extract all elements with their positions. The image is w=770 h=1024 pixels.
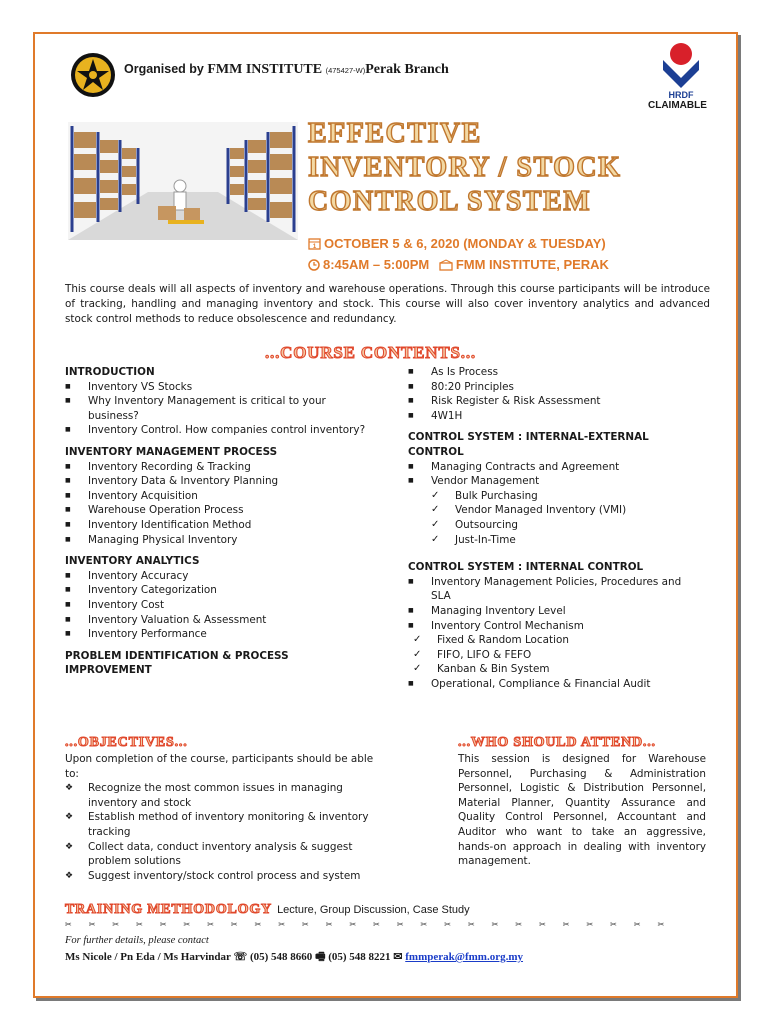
list-item: ■ Inventory Accuracy: [65, 569, 375, 584]
ie-control-list: [408, 460, 708, 548]
list-item: ■ Warehouse Operation Process: [65, 503, 375, 518]
list-item: ■ Inventory Performance: [65, 627, 375, 642]
list-item: ■ Risk Register & Risk Assessment: [408, 394, 708, 409]
svg-text:HRDF: HRDF: [668, 90, 694, 100]
training-heading: TRAINING METHODOLOGY: [65, 902, 272, 917]
list-item: ❖ Suggest inventory/stock control process and system: [65, 869, 390, 884]
cut-line: ✂✂✂✂✂✂✂✂✂✂✂✂✂✂✂✂✂✂✂✂✂✂✂✂✂✂: [65, 920, 682, 929]
fmm-logo: [70, 52, 116, 98]
imp-list: [65, 460, 375, 548]
training-methodology: [65, 898, 470, 918]
who-should-attend-text: This session is designed for Warehouse Personnel, Purchasing & Administration Personnel, Logistic & Distribution Personnel, Material Planner, Quantity Assurance and Quality Control Personnel, Accountant and Auditor who want to take an aggressive, hands-on approach in dealing with inventory management.: [458, 753, 706, 868]
list-item: ✓ Just-In-Time: [431, 533, 708, 548]
list-item: ✓ Vendor Managed Inventory (VMI): [431, 503, 708, 518]
list-item: ■ Operational, Compliance & Financial Audit: [408, 677, 708, 692]
list-item: ❖ Recognize the most common issues in managing inventory and stock: [65, 781, 390, 810]
list-item: ■ Inventory Control. How companies control inventory?: [65, 423, 375, 438]
list-item: ■ Vendor Management ✓ Bulk Purchasing ✓ Vendor Managed Inventory (VMI) ✓ Outsourcing ✓ Just-In-Time: [408, 474, 708, 547]
introduction-heading: INTRODUCTION: [65, 366, 155, 378]
calendar-icon: [308, 237, 321, 250]
mechanism-sublist: [413, 633, 708, 677]
process-list: [408, 365, 708, 423]
list-item: ❖ Collect data, conduct inventory analysis & suggest problem solutions: [65, 840, 390, 869]
list-item: ■ 80:20 Principles: [408, 380, 708, 395]
list-item: ■ Inventory Identification Method: [65, 518, 375, 533]
event-date: 1 OCTOBER 5 & 6, 2020 (MONDAY & TUESDAY): [308, 236, 688, 251]
title-line-2: INVENTORY / STOCK: [308, 152, 622, 183]
list-item: ■ Inventory Management Policies, Procedures and SLA: [408, 575, 688, 604]
course-description: This course deals will all aspects of inventory and warehouse operations. Through this course participants will be introduce of tracking, handling and managing inventory and stock. This course will also cover inventory analytics and advanced stock control methods to reduce obsolescence and redundancy.: [65, 283, 710, 325]
list-item: ■ Managing Physical Inventory: [65, 533, 375, 548]
objectives-section: [65, 752, 390, 883]
contents-right-column: [408, 365, 708, 691]
title-line-3: CONTROL SYSTEM: [308, 186, 592, 217]
list-item: ✓ Kanban & Bin System: [413, 662, 708, 677]
fax-icon: 🖷: [315, 951, 326, 963]
list-item: ✓ Outsourcing: [431, 518, 708, 533]
further-details: For further details, please contact: [65, 935, 209, 946]
internal-control-heading: CONTROL SYSTEM : INTERNAL CONTROL: [408, 561, 644, 574]
email-link[interactable]: fmmperak@fmm.org.my: [405, 951, 524, 963]
list-item: ■ Inventory Categorization: [65, 583, 375, 598]
list-item: ■ Inventory Data & Inventory Planning: [65, 474, 375, 489]
contact-line: [65, 948, 523, 967]
title-line-1: EFFECTIVE: [308, 118, 482, 149]
imp-heading: INVENTORY MANAGEMENT PROCESS: [65, 445, 278, 458]
objectives-lead: Upon completion of the course, participants should be able to:: [65, 753, 374, 780]
introduction-list: [65, 380, 375, 438]
problem-heading: PROBLEM IDENTIFICATION & PROCESS IMPROVEMENT: [65, 649, 289, 677]
list-item: ■ Managing Inventory Level: [408, 604, 708, 619]
mail-icon: ✉: [393, 951, 403, 963]
training-text: Lecture, Group Discussion, Case Study: [277, 904, 470, 916]
list-item: ■ Inventory Acquisition: [65, 489, 375, 504]
list-item: ■ Why Inventory Management is critical to your business?: [65, 394, 375, 423]
objectives-list: [65, 781, 390, 883]
svg-text:1: 1: [312, 244, 317, 250]
list-item: ■ Inventory Control Mechanism ✓ Fixed & Random Location ✓ FIFO, LIFO & FEFO ✓ Kanban & Bin System: [408, 619, 708, 677]
claimable-label: CLAIMABLE: [648, 100, 707, 111]
analytics-heading: INVENTORY ANALYTICS: [65, 555, 200, 568]
fax-number: (05) 548 8221: [328, 951, 391, 963]
list-item: ✓ Bulk Purchasing: [431, 489, 708, 504]
organiser-line: Organised by FMM INSTITUTE (475427-W)Perak Branch: [124, 62, 449, 77]
contents-left-column: [65, 365, 375, 678]
course-contents-heading: ...COURSE CONTENTS...: [265, 343, 476, 362]
list-item: ■ Inventory VS Stocks: [65, 380, 375, 395]
contact-names: Ms Nicole / Pn Eda / Ms Harvindar: [65, 951, 231, 963]
list-item: ✓ FIFO, LIFO & FEFO: [413, 648, 708, 663]
ie-control-heading: CONTROL SYSTEM : INTERNAL-EXTERNAL CONTROL: [408, 431, 649, 458]
list-item: ■ As Is Process: [408, 365, 708, 380]
list-item: ■ Inventory Recording & Tracking: [65, 460, 375, 475]
list-item: ■ Inventory Valuation & Assessment: [65, 613, 375, 628]
list-item: ■ Managing Contracts and Agreement: [408, 460, 708, 475]
vendor-sublist: [431, 489, 708, 547]
phone-number: (05) 548 8660: [249, 951, 313, 963]
warehouse-image: [68, 122, 298, 240]
analytics-list: [65, 569, 375, 642]
phone-icon: ☏: [233, 951, 248, 963]
internal-control-list: [408, 575, 708, 692]
who-should-attend-heading: ...WHO SHOULD ATTEND...: [458, 735, 656, 750]
list-item: ■ 4W1H: [408, 409, 708, 424]
event-time-venue: 8:45AM – 5:00PM FMM INSTITUTE, PERAK: [308, 257, 688, 272]
list-item: ❖ Establish method of inventory monitoring & inventory tracking: [65, 810, 390, 839]
objectives-heading: ...OBJECTIVES...: [65, 735, 188, 750]
list-item: ✓ Fixed & Random Location: [413, 633, 708, 648]
list-item: ■ Inventory Cost: [65, 598, 375, 613]
clock-icon: [308, 259, 320, 271]
building-icon: [439, 259, 453, 271]
